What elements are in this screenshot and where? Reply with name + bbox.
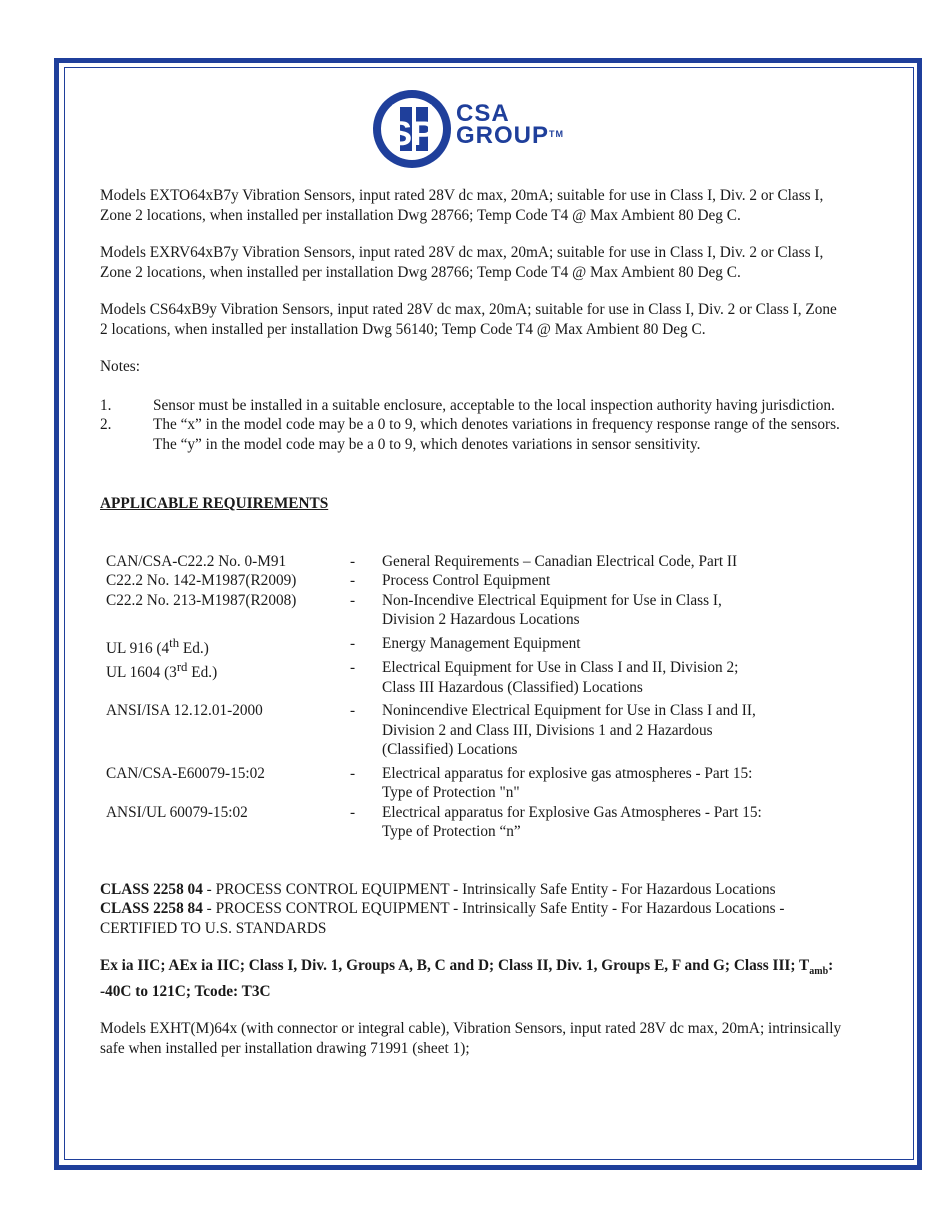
tamb-rating: $T_{amb}$: -40C to 121C; Tcode: T3C	[100, 957, 834, 1000]
standard-description: Nonincendive Electrical Equipment for Use in Class I and II, Division 2 and Class III, Divisions 1 and 2 Hazardous (Classified) Locations	[382, 702, 756, 759]
logo-trademark: TM	[549, 129, 565, 139]
model-paragraph-1: Models EXTO64xB7y Vibration Sensors, input rated 28V dc max, 20mA; suitable for use in Class I, Div. 2 or Class I, Zone 2 locations, when installed per installation Dwg 28766; Temp Code T4 @ Max Ambient 80 Deg C.	[100, 187, 824, 224]
class-code: CLASS 2258 04	[100, 880, 203, 898]
logo-mark-letters: SP	[389, 115, 435, 153]
table-row	[106, 591, 762, 630]
table-row	[106, 630, 762, 659]
model-paragraph-2: Models EXRV64xB7y Vibration Sensors, input rated 28V dc max, 20mA; suitable for use in Class I, Div. 2 or Class I, Zone 2 locations, when installed per installation Dwg 28766; Temp Code T4 @ Max Ambient 80 Deg C.	[100, 244, 824, 281]
separator-dash: -	[350, 591, 356, 609]
standard-description: General Requirements – Canadian Electrical Code, Part II	[382, 552, 738, 570]
note-item	[100, 396, 845, 416]
model-paragraph-3: Models CS64xB9y Vibration Sensors, input rated 28V dc max, 20mA; suitable for use in Class I, Div. 2 or Class I, Zone 2 locations, when installed per installation Dwg 56140; Temp Code T4 @ Max Ambient 80 Deg C.	[100, 301, 837, 338]
standard-code: UL 1604 (3rd Ed.)	[106, 660, 218, 682]
csa-group-logo	[370, 85, 610, 175]
separator-dash: -	[350, 702, 356, 720]
separator-dash: -	[350, 634, 356, 652]
standard-code: ANSI/UL 60079-15:02	[106, 803, 248, 821]
standard-description: Electrical apparatus for Explosive Gas Atmospheres - Part 15: Type of Protection “n”	[382, 803, 762, 841]
separator-dash: -	[350, 764, 356, 782]
table-row	[106, 760, 762, 803]
table-row	[106, 803, 762, 842]
class-listing	[100, 880, 845, 939]
standard-description: Electrical apparatus for explosive gas atmospheres - Part 15: Type of Protection "n"	[382, 764, 753, 802]
requirements-table	[106, 552, 762, 842]
note-number: 1.	[100, 396, 112, 414]
notes-list	[100, 396, 845, 455]
csa-logo-mark-icon	[370, 87, 454, 171]
separator-dash: -	[350, 803, 356, 821]
class-description: - PROCESS CONTROL EQUIPMENT - Intrinsically Safe Entity - For Hazardous Locations - CERTIFIED TO U.S. STANDARDS	[100, 900, 785, 937]
note-number: 2.	[100, 416, 112, 433]
certificate-body	[100, 186, 845, 1058]
class-line	[100, 880, 845, 900]
standard-description: Non-Incendive Electrical Equipment for Use in Class I, Division 2 Hazardous Locations	[382, 591, 722, 628]
model-paragraph-exht: Models EXHT(M)64x (with connector or integral cable), Vibration Sensors, input rated 28V dc max, 20mA; intrinsically safe when installed per installation drawing 71991 (sheet 1);	[100, 1020, 842, 1057]
table-row	[106, 658, 762, 697]
note-item	[100, 415, 845, 454]
standard-code: C22.2 No. 213-M1987(R2008)	[106, 591, 297, 609]
class-code: CLASS 2258 84	[100, 900, 203, 918]
standard-code: CAN/CSA-E60079-15:02	[106, 764, 265, 782]
standard-code: UL 916 (4th Ed.)	[106, 635, 209, 657]
notes-label: Notes:	[100, 358, 140, 375]
table-row	[106, 571, 762, 591]
separator-dash: -	[350, 659, 356, 677]
standard-description: Electrical Equipment for Use in Class I and II, Division 2; Class III Hazardous (Classified) Locations	[382, 659, 739, 696]
standard-description: Energy Management Equipment	[382, 634, 581, 652]
class-description: - PROCESS CONTROL EQUIPMENT - Intrinsically Safe Entity - For Hazardous Locations	[202, 880, 776, 898]
class-line	[100, 899, 845, 938]
note-text: Sensor must be installed in a suitable enclosure, acceptable to the local inspection authority having jurisdiction.	[153, 396, 835, 414]
note-text: The “x” in the model code may be a 0 to 9, which denotes variations in frequency response range of the sensors. The “y” in the model code may be a 0 to 9, which denotes variations in sensor sensitivity.	[153, 416, 840, 453]
table-row	[106, 697, 762, 760]
hazardous-marking	[100, 956, 845, 1001]
separator-dash: -	[350, 552, 356, 570]
separator-dash: -	[350, 572, 356, 589]
standard-code: C22.2 No. 142-M1987(R2009)	[106, 572, 297, 589]
standard-code: CAN/CSA-C22.2 No. 0-M91	[106, 552, 287, 570]
logo-text-group: GROUP	[456, 122, 550, 149]
standard-code: ANSI/ISA 12.12.01-2000	[106, 702, 263, 720]
standard-description: Process Control Equipment	[382, 572, 551, 589]
logo-text-csa: CSA	[456, 100, 510, 127]
marking-line: Ex ia IIC; AEx ia IIC; Class I, Div. 1, Groups A, B, C and D; Class II, Div. 1, Groups E, F and G; Class III;	[100, 957, 796, 975]
applicable-requirements-heading: APPLICABLE REQUIREMENTS	[100, 495, 329, 512]
table-row	[106, 552, 762, 572]
